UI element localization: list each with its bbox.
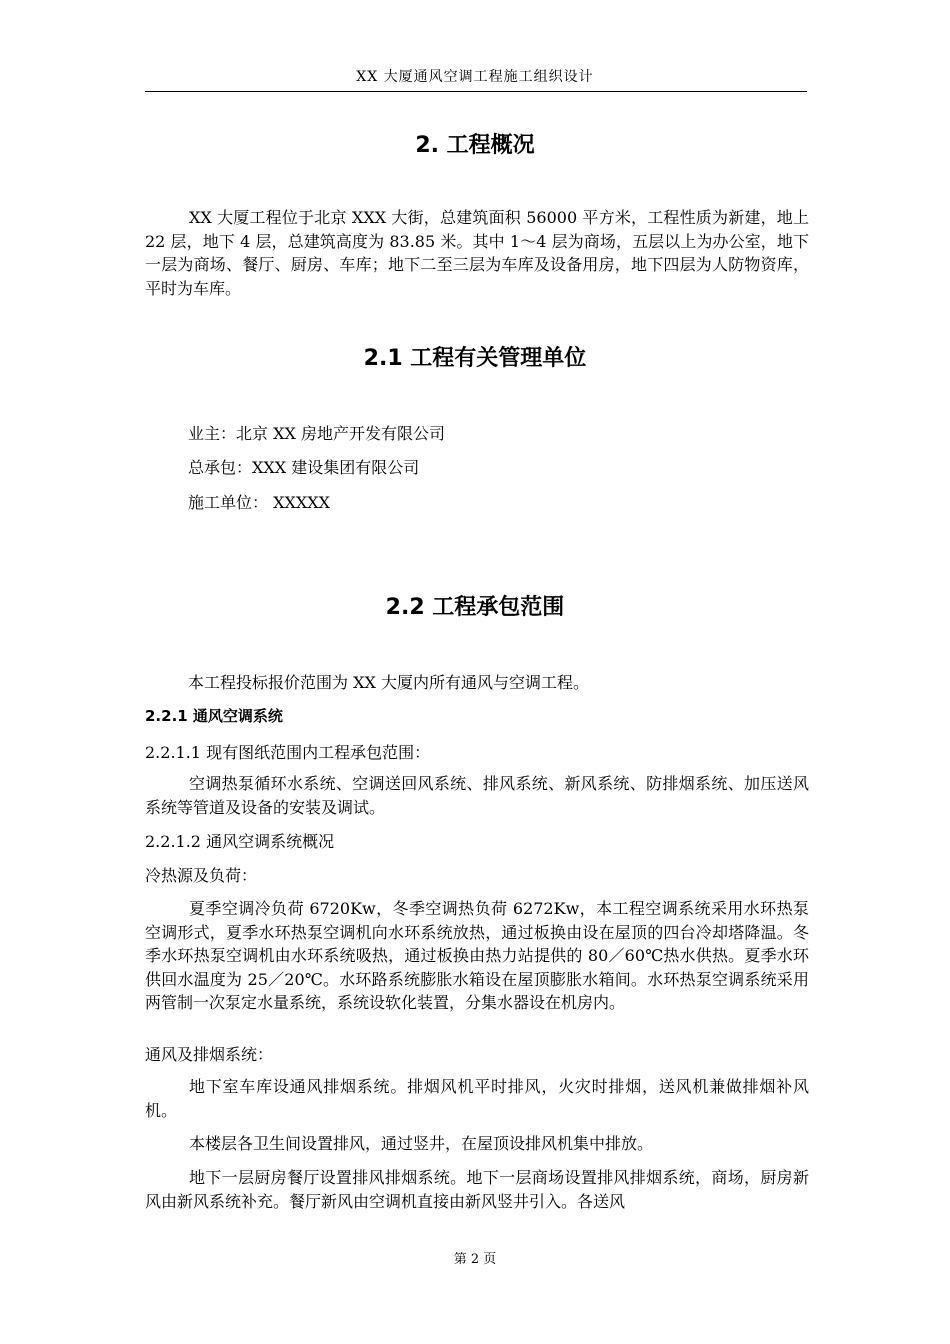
overview-paragraph: XX 大厦工程位于北京 XXX 大街，总建筑面积 56000 平方米，工程性质为新建，地上 22 层，地下 4 层，总建筑高度为 83.85 米。其中 1～4 层为商场，五层以上为办公室，地下一层为商场、餐厅、厨房、车库；地下二至三层为车库及设备用房，地下四层为人防物资库，平时为车库。 xyxy=(145,208,809,298)
item-1-title: 2.2.1.1 现有图纸范围内工程承包范围： xyxy=(145,743,431,762)
subheading-hvac-system: 2.2.1 通风空调系统 xyxy=(145,707,283,725)
ventilation-label: 通风及排烟系统： xyxy=(145,1045,274,1064)
owner-line: 业主：北京 XX 房地产开发有限公司 xyxy=(188,424,445,443)
builder-line: 施工单位： XXXXX xyxy=(188,493,331,512)
heat-source-paragraph: 夏季空调冷负荷 6720Kw，冬季空调热负荷 6272Kw，本工程空调系统采用水环热泵空调形式，夏季水环热泵空调机向水环系统放热，通过板换由设在屋顶的四台冷却塔降温。冬季水环热泵空调机由水环系统吸热，通过板换由热力站提供的 80／60℃热水供热。夏季水环供回水温度为 25／20℃。水环路系统膨胀水箱设在屋顶膨胀水箱间。水环热泵空调系统采用两管制一次泵定水量系统，系统设软化装置，分集水器设在机房内。 xyxy=(145,899,809,1012)
heading-management-units: 2.1 工程有关管理单位 xyxy=(363,346,587,371)
ventilation-paragraph-1: 地下室车库设通风排烟系统。排烟风机平时排风，火灾时排烟，送风机兼做排烟补风机。 xyxy=(145,1077,809,1120)
heat-source-label: 冷热源及负荷： xyxy=(145,866,258,885)
item-2-title: 2.2.1.2 通风空调系统概况 xyxy=(145,832,335,851)
header-divider xyxy=(145,91,807,92)
heading-overview: 2. 工程概况 xyxy=(415,133,535,158)
ventilation-paragraph-3: 地下一层厨房餐厅设置排风排烟系统。地下一层商场设置排风排烟系统，商场，厨房新风由新风系统补充。餐厅新风由空调机直接由新风竖井引入。各送风 xyxy=(145,1168,809,1211)
running-header: XX 大厦通风空调工程施工组织设计 xyxy=(356,69,594,85)
heading-contract-scope: 2.2 工程承包范围 xyxy=(385,595,565,620)
general-contractor-line: 总承包：XXX 建设集团有限公司 xyxy=(188,458,420,477)
scope-intro: 本工程投标报价范围为 XX 大厦内所有通风与空调工程。 xyxy=(188,673,589,692)
ventilation-paragraph-2: 本楼层各卫生间设置排风，通过竖井，在屋顶设排风机集中排放。 xyxy=(189,1134,654,1153)
page-number: 第 2 页 xyxy=(453,1252,497,1267)
item-1-body: 空调热泵循环水系统、空调送回风系统、排风系统、新风系统、防排烟系统、加压送风系统等管道及设备的安装及调试。 xyxy=(145,774,809,817)
